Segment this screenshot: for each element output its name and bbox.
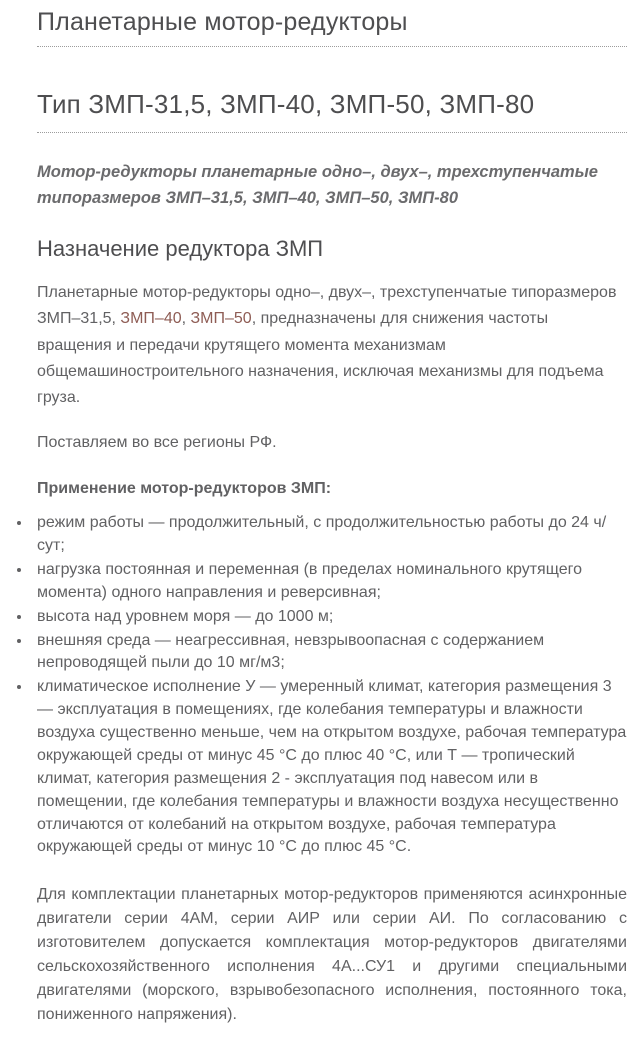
divider-under-type [37,132,627,133]
application-list-heading: Применение мотор-редукторов ЗМП: [37,480,332,498]
motors-paragraph: Для комплектации планетарных мотор-редукторов применяются асинхронные двигатели серии 4АМ, серии АИР или серии АИ. По согласованию с изготовителем допускается комплектация мотор-редукторов двигателями сельскохозяйственного исполнения 4А...СУ1 и другими специальными двигателями (морского, взрывобезопасного исполнения, постоянного тока, пониженного напряжения). [37,886,627,1024]
divider-top [37,46,627,47]
page-title: Планетарные мотор-редукторы [37,8,408,36]
list-item-duty-mode: режим работы — продолжительный, с продолжительностью работы до 24 ч/сут; [16,512,627,558]
intro-text-part1: Планетарные мотор-редукторы одно–, двух–, трехступенчатые типоразмеров ЗМП–31,5, [37,283,617,328]
supply-note: Поставляем во все регионы РФ. [37,433,277,451]
list-item-climate: климатическое исполнение У — умеренный климат, категория размещения 3 — эксплуатация в помещениях, где колебания температуры и влажности воздуха существенно меньше, чем на открытом воздухе, рабочая температура окружающей среды от минус 45 °C до плюс 40 °C, или Т — тропический климат, категория размещения 2 - эксплуатация под навесом или в помещении, где колебания температуры и влажности воздуха несущественно отличаются от колебаний на открытом воздухе, рабочая температура окружающей среды от минус 10 °C до плюс 45 °C. [16,676,627,859]
list-item-altitude: высота над уровнем моря — до 1000 м; [16,606,627,629]
intro-text-separator: , [181,310,191,328]
link-zmp-40[interactable]: ЗМП–40 [120,310,182,328]
lead-summary: Мотор-редукторы планетарные одно–, двух–, трехступенчатые типоразмеров ЗМП–31,5, ЗМП–40, ЗМП–50, ЗМП-80 [37,163,598,208]
type-heading: Тип ЗМП-31,5, ЗМП-40, ЗМП-50, ЗМП-80 [37,89,535,119]
list-item-load: нагрузка постоянная и переменная (в пределах номинального крутящего момента) одного направления и реверсивная; [16,559,627,605]
intro-text-part2: , предназначены для снижения частоты вращения и передачи крутящего момента механизмам общемашиностроительного назначения, исключая механизмы для подъема груза. [37,310,604,407]
section-heading-purpose: Назначение редуктора ЗМП [37,235,324,261]
link-zmp-50[interactable]: ЗМП–50 [190,310,252,328]
application-list [16,512,627,859]
intro-paragraph [37,280,627,412]
list-item-environment: внешняя среда — неагрессивная, невзрывоопасная с содержанием непроводящей пыли до 10 мг/м3; [16,630,627,676]
